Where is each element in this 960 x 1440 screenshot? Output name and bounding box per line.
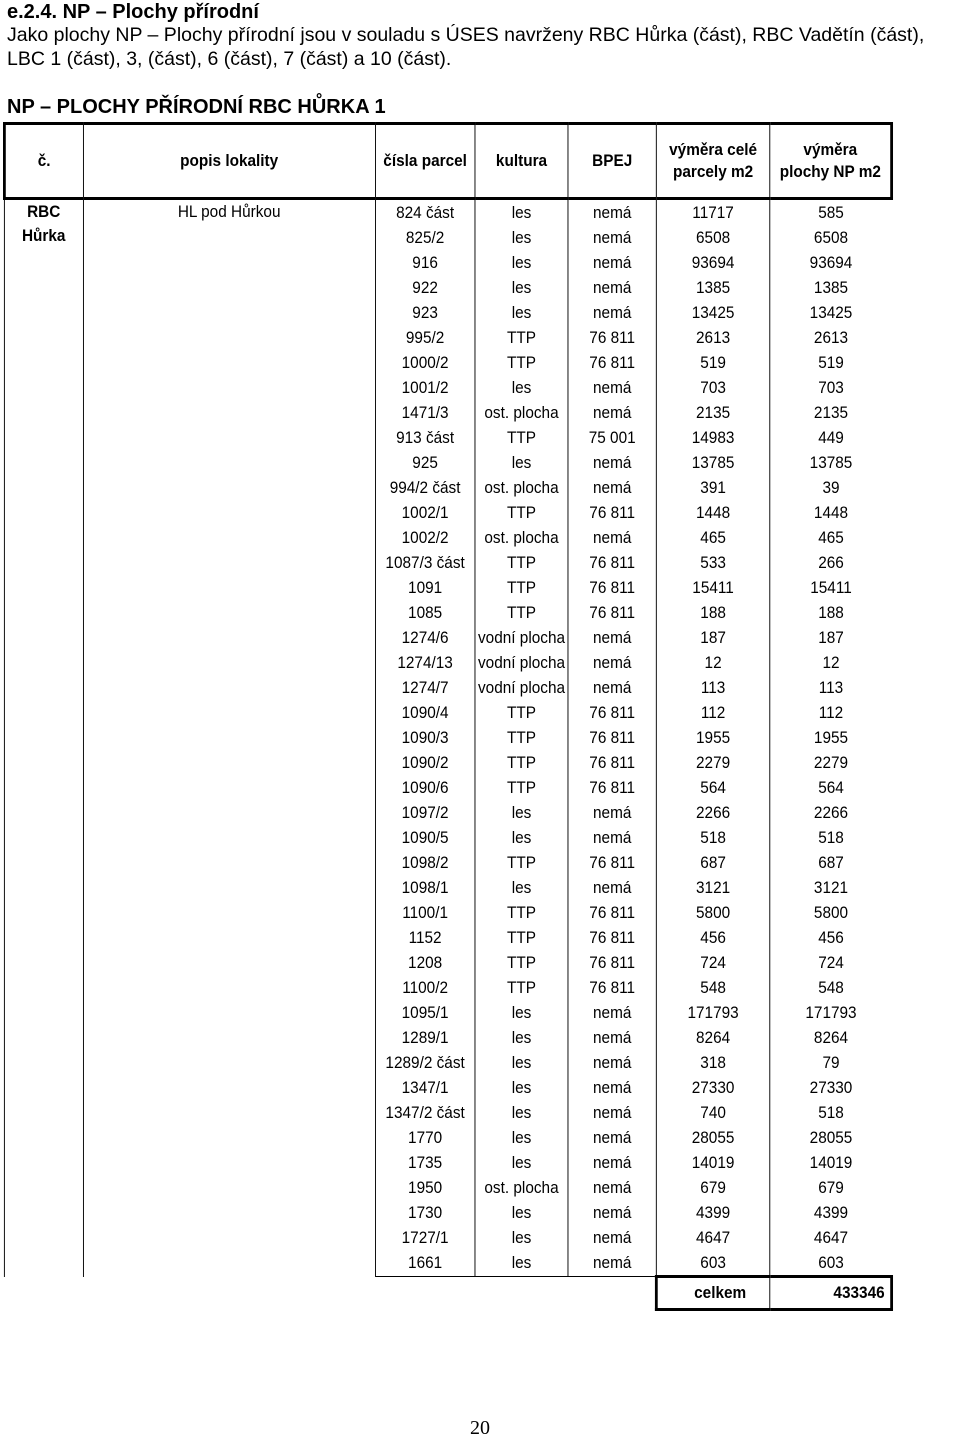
bpej-cell: nemá — [568, 1175, 656, 1200]
parcel-number-cell: 994/2 část — [375, 475, 475, 500]
kultura-cell: les — [475, 225, 568, 250]
parcel-number-cell: 1087/3 část — [375, 550, 475, 575]
bpej-cell: nemá — [568, 225, 656, 250]
area-total-cell: 548 — [656, 975, 770, 1000]
parcel-number-cell: 1289/1 — [375, 1025, 475, 1050]
parcel-number-cell: 1208 — [375, 950, 475, 975]
section-heading: e.2.4. NP – Plochy přírodní — [7, 1, 259, 23]
parcel-number-cell: 916 — [375, 250, 475, 275]
parcel-number-cell: 1471/3 — [375, 400, 475, 425]
area-total-cell: 518 — [656, 825, 770, 850]
parcel-number-cell: 1347/2 část — [375, 1100, 475, 1125]
bpej-cell: nemá — [568, 1075, 656, 1100]
kultura-cell: ost. plocha — [475, 475, 568, 500]
kultura-cell: les — [475, 275, 568, 300]
kultura-cell: TTP — [475, 575, 568, 600]
bpej-cell: nemá — [568, 1200, 656, 1225]
area-np-cell: 1448 — [813, 503, 849, 522]
area-total-cell: 603 — [656, 1250, 770, 1277]
area-total-cell: 1385 — [656, 275, 770, 300]
parcel-number-cell: 913 část — [375, 425, 475, 450]
area-total-cell: 465 — [656, 525, 770, 550]
total-label: celkem — [656, 1277, 770, 1310]
bpej-cell: 76 811 — [568, 775, 656, 800]
area-total-cell: 28055 — [656, 1125, 770, 1150]
area-total-cell: 456 — [656, 925, 770, 950]
parcel-number-cell: 1090/3 — [375, 725, 475, 750]
area-total-cell: 13425 — [656, 300, 770, 325]
kultura-cell: les — [475, 1100, 568, 1125]
bpej-cell: 75 001 — [568, 425, 656, 450]
area-total-cell: 14983 — [656, 425, 770, 450]
parcel-number-cell: 1950 — [375, 1175, 475, 1200]
area-total-cell: 6508 — [656, 225, 770, 250]
bpej-cell: 76 811 — [568, 850, 656, 875]
area-total-cell: 5800 — [656, 900, 770, 925]
kultura-cell: les — [475, 250, 568, 275]
kultura-cell: les — [475, 375, 568, 400]
bpej-cell: nemá — [568, 1025, 656, 1050]
area-np-cell: 188 — [818, 603, 844, 622]
area-np-cell: 113 — [818, 678, 844, 697]
parcel-number-cell: 1095/1 — [375, 1000, 475, 1025]
page-number: 20 — [470, 1417, 490, 1439]
area-np-cell: 518 — [818, 1103, 844, 1122]
parcel-number-cell: 1100/1 — [375, 900, 475, 925]
area-np-cell: 724 — [818, 953, 844, 972]
kultura-cell: les — [475, 1200, 568, 1225]
area-np-cell: 1385 — [813, 278, 849, 297]
area-total-cell: 533 — [656, 550, 770, 575]
kultura-cell: ost. plocha — [475, 400, 568, 425]
area-np-cell: 703 — [818, 378, 844, 397]
kultura-cell: TTP — [475, 950, 568, 975]
parcel-number-cell: 1661 — [375, 1250, 475, 1277]
bpej-cell: nemá — [568, 675, 656, 700]
area-total-cell: 11717 — [656, 199, 770, 226]
kultura-cell: les — [475, 1150, 568, 1175]
area-np-cell: 39 — [822, 478, 840, 497]
area-total-cell: 4399 — [656, 1200, 770, 1225]
area-np-cell: 679 — [818, 1178, 844, 1197]
bpej-cell: nemá — [568, 475, 656, 500]
kultura-cell: TTP — [475, 425, 568, 450]
area-total-cell: 519 — [656, 350, 770, 375]
area-np-cell: 5800 — [813, 903, 849, 922]
area-np-cell: 603 — [770, 1250, 892, 1277]
area-np-cell: 13785 — [809, 453, 853, 472]
header-area-np: výměra plochy NP m2 — [770, 124, 892, 199]
area-total-cell: 14019 — [656, 1150, 770, 1175]
table-row — [4, 199, 891, 226]
bpej-cell: nemá — [568, 1100, 656, 1125]
bpej-cell: 76 811 — [568, 500, 656, 525]
kultura-cell: vodní plocha — [475, 675, 568, 700]
parcel-number-cell: 1289/2 část — [375, 1050, 475, 1075]
parcel-number-cell: 1098/2 — [375, 850, 475, 875]
parcel-number-cell: 925 — [375, 450, 475, 475]
intro-paragraph: Jako plochy NP – Plochy přírodní jsou v souladu s ÚSES navrženy RBC Hůrka (část), RBC Vadětín (část), LBC 1 (část), 3, (část), 6 (část), 7 (část) a 10 (část). — [7, 24, 925, 70]
area-total-cell: 13785 — [656, 450, 770, 475]
kultura-cell: TTP — [475, 750, 568, 775]
kultura-cell: TTP — [475, 550, 568, 575]
parcel-number-cell: 1091 — [375, 575, 475, 600]
parcel-number-cell: 1090/6 — [375, 775, 475, 800]
bpej-cell: nemá — [568, 1125, 656, 1150]
kultura-cell: les — [475, 300, 568, 325]
parcel-number-cell: 1002/1 — [375, 500, 475, 525]
area-np-cell: 6508 — [813, 228, 849, 247]
bpej-cell: 76 811 — [568, 900, 656, 925]
area-np-cell: 687 — [818, 853, 844, 872]
area-total-cell: 112 — [656, 700, 770, 725]
group-label: RBC Hůrka — [4, 199, 83, 1277]
area-np-cell: 456 — [818, 928, 844, 947]
total-spacer — [4, 1277, 656, 1310]
area-total-cell: 27330 — [656, 1075, 770, 1100]
area-total-cell: 93694 — [656, 250, 770, 275]
bpej-cell: 76 811 — [568, 575, 656, 600]
bpej-cell: nemá — [568, 650, 656, 675]
area-np-cell: 4399 — [813, 1203, 849, 1222]
header-bpej: BPEJ — [568, 124, 656, 199]
area-total-cell: 724 — [656, 950, 770, 975]
area-total-cell: 2266 — [656, 800, 770, 825]
kultura-cell: vodní plocha — [475, 650, 568, 675]
header-area-total: výměra celé parcely m2 — [656, 124, 770, 199]
area-np-cell: 2279 — [813, 753, 849, 772]
bpej-cell: nemá — [568, 825, 656, 850]
bpej-cell: nemá — [568, 275, 656, 300]
kultura-cell: TTP — [475, 600, 568, 625]
kultura-cell: TTP — [475, 925, 568, 950]
kultura-cell: les — [475, 1075, 568, 1100]
area-total-cell: 15411 — [656, 575, 770, 600]
kultura-cell: les — [475, 1050, 568, 1075]
area-np-cell: 1955 — [813, 728, 849, 747]
area-np-cell: 15411 — [810, 578, 852, 597]
kultura-cell: les — [475, 875, 568, 900]
kultura-cell: les — [475, 800, 568, 825]
parcel-number-cell: 1152 — [375, 925, 475, 950]
parcel-number-cell: 1347/1 — [375, 1075, 475, 1100]
kultura-cell: les — [475, 1250, 568, 1277]
area-np-cell: 8264 — [813, 1028, 849, 1047]
bpej-cell: 76 811 — [568, 550, 656, 575]
parcel-number-cell: 824 část — [375, 199, 475, 226]
header-locality: popis lokality — [83, 124, 375, 199]
bpej-cell: nemá — [568, 800, 656, 825]
area-total-cell: 318 — [656, 1050, 770, 1075]
parcel-number-cell: 1274/13 — [375, 650, 475, 675]
bpej-cell: 76 811 — [568, 725, 656, 750]
parcel-number-cell: 995/2 — [375, 325, 475, 350]
area-total-cell: 113 — [656, 675, 770, 700]
area-np-cell: 79 — [822, 1053, 840, 1072]
total-row — [4, 1277, 891, 1310]
parcel-number-cell: 1097/2 — [375, 800, 475, 825]
kultura-cell: les — [475, 199, 568, 226]
parcel-number-cell: 1098/1 — [375, 875, 475, 900]
parcel-number-cell: 1090/4 — [375, 700, 475, 725]
area-np-cell: 465 — [818, 528, 844, 547]
parcel-number-cell: 1001/2 — [375, 375, 475, 400]
bpej-cell: 76 811 — [568, 925, 656, 950]
parcel-number-cell: 1085 — [375, 600, 475, 625]
kultura-cell: ost. plocha — [475, 1175, 568, 1200]
area-total-cell: 564 — [656, 775, 770, 800]
kultura-cell: ost. plocha — [475, 525, 568, 550]
area-np-cell: 266 — [818, 553, 844, 572]
kultura-cell: les — [475, 825, 568, 850]
area-total-cell: 679 — [656, 1175, 770, 1200]
area-np-cell: 112 — [818, 703, 844, 722]
area-np-cell: 4647 — [813, 1228, 849, 1247]
bpej-cell: nemá — [568, 875, 656, 900]
bpej-cell: nemá — [568, 525, 656, 550]
area-total-cell: 2613 — [656, 325, 770, 350]
parcel-number-cell: 1274/7 — [375, 675, 475, 700]
parcel-number-cell: 1090/5 — [375, 825, 475, 850]
kultura-cell: les — [475, 1225, 568, 1250]
parcel-number-cell: 1727/1 — [375, 1225, 475, 1250]
area-total-cell: 703 — [656, 375, 770, 400]
area-total-cell: 2279 — [656, 750, 770, 775]
bpej-cell: nemá — [568, 300, 656, 325]
area-np-cell: 548 — [818, 978, 844, 997]
bpej-cell: 76 811 — [568, 750, 656, 775]
parcel-number-cell: 1090/2 — [375, 750, 475, 775]
area-np-cell: 93694 — [809, 253, 853, 272]
area-total-cell: 8264 — [656, 1025, 770, 1050]
parcel-number-cell: 1735 — [375, 1150, 475, 1175]
bpej-cell: 76 811 — [568, 975, 656, 1000]
area-np-cell: 13425 — [809, 303, 853, 322]
area-np-cell: 564 — [818, 778, 844, 797]
bpej-cell: nemá — [568, 1150, 656, 1175]
parcel-number-cell: 1002/2 — [375, 525, 475, 550]
bpej-cell: nemá — [568, 375, 656, 400]
area-np-cell: 28055 — [809, 1128, 853, 1147]
area-total-cell: 171793 — [656, 1000, 770, 1025]
kultura-cell: TTP — [475, 700, 568, 725]
area-total-cell: 391 — [656, 475, 770, 500]
parcel-number-cell: 1000/2 — [375, 350, 475, 375]
kultura-cell: TTP — [475, 775, 568, 800]
area-total-cell: 740 — [656, 1100, 770, 1125]
area-total-cell: 12 — [656, 650, 770, 675]
bpej-cell: 76 811 — [568, 700, 656, 725]
kultura-cell: TTP — [475, 500, 568, 525]
area-total-cell: 4647 — [656, 1225, 770, 1250]
total-value: 433346 — [770, 1277, 892, 1310]
header-number: č. — [4, 124, 83, 199]
parcel-number-cell: 1770 — [375, 1125, 475, 1150]
bpej-cell: nemá — [568, 1225, 656, 1250]
kultura-cell: vodní plocha — [475, 625, 568, 650]
kultura-cell: TTP — [475, 325, 568, 350]
area-np-cell: 27330 — [809, 1078, 853, 1097]
kultura-cell: TTP — [475, 850, 568, 875]
area-total-cell: 1448 — [656, 500, 770, 525]
bpej-cell: nemá — [568, 199, 656, 226]
area-np-cell: 2135 — [813, 403, 849, 422]
locality-description: HL pod Hůrkou — [83, 199, 375, 1277]
area-np-cell: 519 — [818, 353, 844, 372]
bpej-cell: 76 811 — [568, 325, 656, 350]
area-np-cell: 585 — [818, 203, 844, 222]
bpej-cell: nemá — [568, 1000, 656, 1025]
header-kultura: kultura — [475, 124, 568, 199]
kultura-cell: les — [475, 1025, 568, 1050]
bpej-cell: nemá — [568, 1050, 656, 1075]
parcel-number-cell: 1100/2 — [375, 975, 475, 1000]
area-np-cell: 2613 — [813, 328, 849, 347]
bpej-cell: nemá — [568, 400, 656, 425]
area-total-cell: 187 — [656, 625, 770, 650]
area-total-cell: 687 — [656, 850, 770, 875]
kultura-cell: TTP — [475, 975, 568, 1000]
table-header-row — [4, 124, 891, 199]
area-np-cell: 14019 — [809, 1153, 853, 1172]
parcel-number-cell: 922 — [375, 275, 475, 300]
area-total-cell: 2135 — [656, 400, 770, 425]
parcel-number-cell: 923 — [375, 300, 475, 325]
area-total-cell: 3121 — [656, 875, 770, 900]
parcel-table — [3, 122, 893, 1311]
bpej-cell: 76 811 — [568, 350, 656, 375]
kultura-cell: TTP — [475, 900, 568, 925]
parcel-number-cell: 1730 — [375, 1200, 475, 1225]
parcel-number-cell: 825/2 — [375, 225, 475, 250]
area-np-cell: 518 — [818, 828, 844, 847]
bpej-cell: 76 811 — [568, 950, 656, 975]
bpej-cell: nemá — [568, 1250, 656, 1277]
bpej-cell: nemá — [568, 250, 656, 275]
area-np-cell: 449 — [818, 428, 844, 447]
parcel-number-cell: 1274/6 — [375, 625, 475, 650]
area-np-cell: 3121 — [813, 878, 849, 897]
area-total-cell: 188 — [656, 600, 770, 625]
area-np-cell: 2266 — [813, 803, 849, 822]
area-np-cell: 12 — [822, 653, 840, 672]
table-title: NP – PLOCHY PŘÍRODNÍ RBC HŮRKA 1 — [7, 96, 386, 118]
kultura-cell: TTP — [475, 350, 568, 375]
kultura-cell: les — [475, 450, 568, 475]
kultura-cell: les — [475, 1125, 568, 1150]
bpej-cell: nemá — [568, 450, 656, 475]
kultura-cell: les — [475, 1000, 568, 1025]
area-np-cell: 171793 — [805, 1003, 857, 1022]
area-np-cell: 187 — [818, 628, 844, 647]
header-parcel-numbers: čísla parcel — [375, 124, 475, 199]
bpej-cell: nemá — [568, 625, 656, 650]
area-total-cell: 1955 — [656, 725, 770, 750]
bpej-cell: 76 811 — [568, 600, 656, 625]
kultura-cell: TTP — [475, 725, 568, 750]
